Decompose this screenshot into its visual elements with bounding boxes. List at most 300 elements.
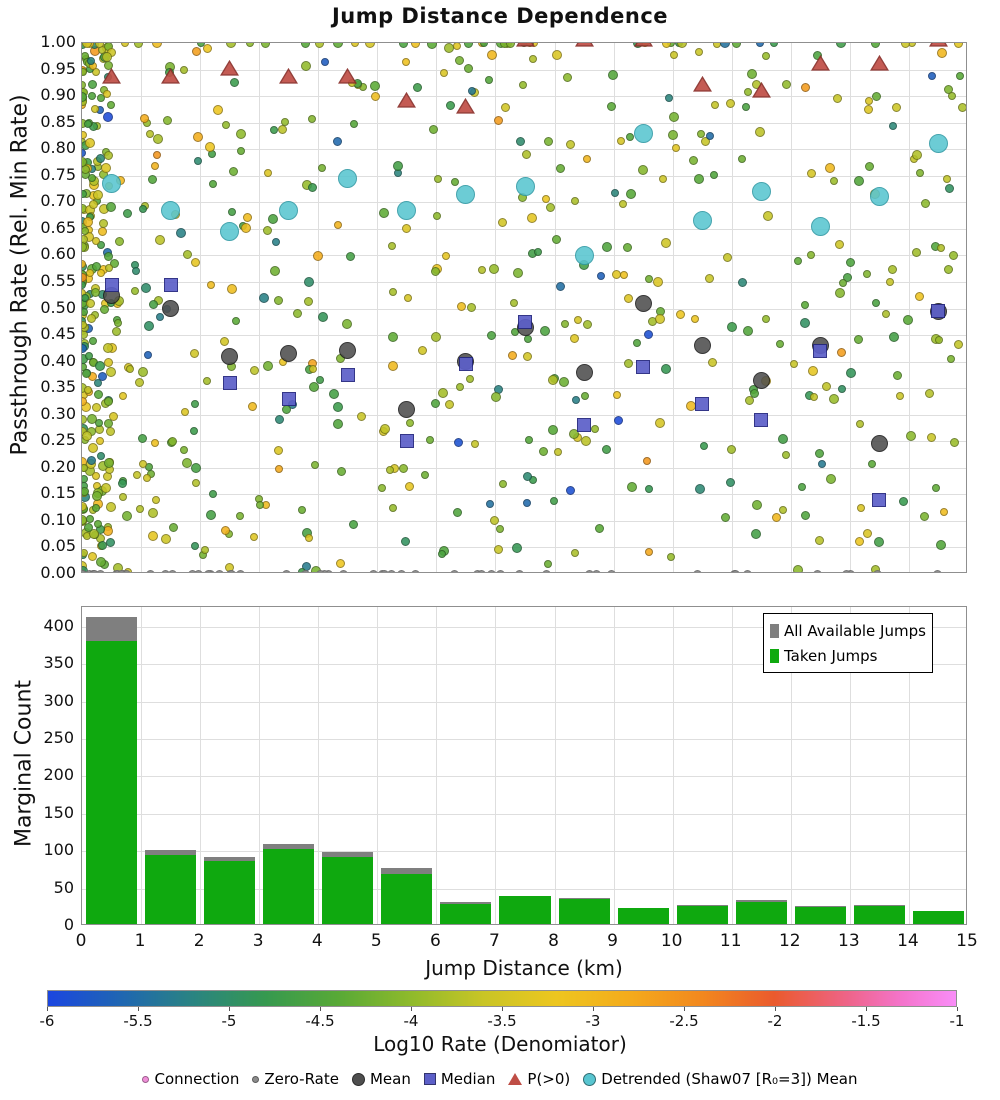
connection-point xyxy=(480,42,488,47)
connection-point xyxy=(350,120,358,128)
colorbar-tickmark xyxy=(411,1007,412,1011)
detrended-mean-marker xyxy=(634,124,653,143)
connection-point xyxy=(201,546,209,554)
connection-point xyxy=(726,99,735,108)
connection-point xyxy=(318,164,326,172)
scatter-plot-area xyxy=(81,42,967,573)
connection-point xyxy=(272,238,280,246)
legend-item-zero-rate xyxy=(252,1070,339,1088)
connection-point xyxy=(617,137,625,145)
connection-point xyxy=(846,368,856,378)
scatter-y-tick-label: 0.85 xyxy=(40,111,76,131)
connection-point xyxy=(889,122,897,130)
connection-point xyxy=(486,500,494,508)
connection-point xyxy=(801,301,809,309)
connection-point xyxy=(119,392,127,400)
connection-point xyxy=(653,277,663,287)
connection-point xyxy=(559,377,569,387)
connection-point xyxy=(670,51,678,59)
connection-point xyxy=(168,437,177,446)
detrended-mean-marker xyxy=(575,246,594,265)
connection-point xyxy=(169,523,178,532)
connection-point xyxy=(143,474,151,482)
connection-point xyxy=(444,43,454,53)
triangle-icon xyxy=(516,42,535,47)
scatter-y-tick-label: 0.05 xyxy=(40,536,76,556)
connection-point xyxy=(138,367,148,377)
bar-taken xyxy=(204,861,255,924)
connection-point xyxy=(655,314,665,324)
connection-point xyxy=(191,400,199,408)
median-marker xyxy=(105,278,119,292)
legend-item-label: Median xyxy=(440,1070,496,1088)
scatter-y-tick-label: 0.45 xyxy=(40,324,76,344)
p-gt0-marker xyxy=(338,68,357,88)
median-marker xyxy=(813,344,827,358)
connection-point xyxy=(838,385,846,393)
connection-point xyxy=(950,438,959,447)
connection-point xyxy=(662,42,671,48)
histogram-legend xyxy=(763,613,933,673)
connection-point xyxy=(676,310,685,319)
connection-point xyxy=(351,42,359,47)
connection-point xyxy=(516,137,525,146)
p-gt0-marker xyxy=(575,42,594,51)
connection-point xyxy=(763,211,773,221)
triangle-icon xyxy=(870,55,889,71)
connection-point xyxy=(104,151,113,160)
connection-point xyxy=(889,332,899,342)
mean-marker xyxy=(753,372,770,389)
connection-point xyxy=(815,449,824,458)
connection-point xyxy=(87,456,96,465)
connection-point xyxy=(388,332,398,342)
legend-item-mean xyxy=(352,1070,411,1088)
triangle-icon xyxy=(397,92,416,108)
connection-point xyxy=(689,156,698,165)
connection-point xyxy=(720,42,730,48)
connection-point xyxy=(798,483,806,491)
connection-point xyxy=(948,92,956,100)
mean-marker xyxy=(221,348,238,365)
connection-point xyxy=(333,419,343,429)
connection-point xyxy=(136,505,144,513)
legend-item-p-0 xyxy=(508,1070,570,1088)
connection-point xyxy=(801,511,810,520)
connection-point xyxy=(624,294,633,303)
connection-point xyxy=(91,288,100,297)
median-marker xyxy=(518,315,532,329)
connection-point xyxy=(912,150,922,160)
connection-point xyxy=(87,414,97,424)
connection-point xyxy=(790,360,798,368)
connection-point xyxy=(659,175,667,183)
legend-item-label: Detrended (Shaw07 [R₀=3]) Mean xyxy=(601,1070,858,1088)
legend-item-label: Zero-Rate xyxy=(264,1070,339,1088)
zero-rate-point xyxy=(168,570,177,574)
scatter-y-tick-label: 0.20 xyxy=(40,456,76,476)
connection-point xyxy=(298,506,306,514)
histogram-plot-area xyxy=(81,606,967,925)
connection-point xyxy=(833,94,842,103)
zero-rate-point xyxy=(215,570,224,574)
scatter-y-tick-label: 0.70 xyxy=(40,191,76,211)
connection-point xyxy=(626,133,634,141)
bar-taken xyxy=(559,899,610,924)
connection-point xyxy=(954,42,963,48)
connection-point xyxy=(522,150,531,159)
connection-point xyxy=(106,202,116,212)
connection-point xyxy=(81,68,87,76)
connection-point xyxy=(920,512,929,521)
connection-point xyxy=(405,482,414,491)
connection-point xyxy=(471,440,479,448)
connection-point xyxy=(388,361,398,371)
connection-point xyxy=(583,155,591,163)
connection-point xyxy=(906,431,916,441)
scatter-gridline-h xyxy=(82,468,966,469)
hist-y-tick-label: 200 xyxy=(43,765,74,785)
connection-point xyxy=(523,499,531,507)
connection-point xyxy=(896,392,904,400)
scatter-y-tick-label: 0.90 xyxy=(40,85,76,105)
detrended-mean-marker xyxy=(516,177,535,196)
triangle-icon xyxy=(811,55,830,71)
connection-point xyxy=(668,130,678,140)
connection-point xyxy=(333,137,342,146)
connection-point xyxy=(544,137,553,146)
connection-point xyxy=(112,327,121,336)
detrended-mean-marker xyxy=(870,187,889,206)
connection-point xyxy=(92,472,100,480)
median-marker xyxy=(282,392,296,406)
bar-taken xyxy=(381,874,432,924)
zero-rate-point xyxy=(411,570,420,574)
hist-x-tick-label: 4 xyxy=(311,931,323,951)
connection-point xyxy=(762,315,770,323)
connection-point xyxy=(583,320,592,329)
connection-point xyxy=(81,549,88,557)
connection-point xyxy=(181,408,189,416)
connection-point xyxy=(607,102,616,111)
connection-point xyxy=(115,237,124,246)
connection-point xyxy=(661,238,671,248)
connection-point xyxy=(563,73,572,82)
connection-point xyxy=(126,365,134,373)
connection-point xyxy=(571,197,579,205)
hist-gridline-h xyxy=(82,702,966,703)
connection-point xyxy=(135,378,144,387)
connection-point xyxy=(237,147,245,155)
hist-gridline-h xyxy=(82,814,966,815)
bar-taken xyxy=(736,902,787,924)
connection-point xyxy=(183,250,192,259)
connection-point xyxy=(825,163,835,173)
legend-row-all-available-jumps xyxy=(770,618,926,643)
connection-point xyxy=(944,265,953,274)
connection-point xyxy=(697,130,705,138)
colorbar-tick-label: -2.5 xyxy=(669,1012,699,1030)
connection-point xyxy=(935,336,943,344)
connection-point xyxy=(506,42,515,48)
connection-point xyxy=(180,66,188,74)
bar-taken xyxy=(499,896,550,924)
x-axis-label: Jump Distance (km) xyxy=(425,956,623,980)
connection-point xyxy=(122,511,132,521)
triangle-icon xyxy=(752,82,771,98)
legend-item-label: Connection xyxy=(154,1070,240,1088)
connection-point xyxy=(99,219,108,228)
scatter-y-tick-label: 0.55 xyxy=(40,270,76,290)
connection-point xyxy=(498,218,507,227)
connection-point xyxy=(380,424,390,434)
connection-point xyxy=(552,50,562,60)
hist-gridline-h xyxy=(82,739,966,740)
connection-point xyxy=(433,212,441,220)
connection-point xyxy=(133,471,141,479)
connection-point xyxy=(206,510,216,520)
bar-taken xyxy=(440,904,491,924)
connection-point xyxy=(623,243,632,252)
connection-point xyxy=(429,125,438,134)
connection-point xyxy=(131,287,139,295)
connection-point xyxy=(643,457,651,465)
scatter-y-tick-label: 0.50 xyxy=(40,297,76,317)
scatter-gridline-h xyxy=(82,388,966,389)
p-gt0-marker xyxy=(693,76,712,96)
connection-point xyxy=(494,116,503,125)
scatter-y-tick-label: 0.35 xyxy=(40,377,76,397)
bar-taken xyxy=(263,849,314,924)
connection-point xyxy=(103,343,113,353)
connection-point xyxy=(89,200,98,209)
connection-point xyxy=(445,400,454,409)
detrended-mean-marker xyxy=(397,201,416,220)
connection-point xyxy=(466,375,474,383)
scatter-gridline-h xyxy=(82,547,966,548)
scatter-gridline-h xyxy=(82,441,966,442)
connection-point xyxy=(835,288,845,298)
connection-point xyxy=(523,472,532,481)
connection-point xyxy=(132,267,140,275)
colorbar-tickmark xyxy=(775,1007,776,1011)
connection-point xyxy=(278,125,287,134)
connection-point xyxy=(209,180,217,188)
connection-point xyxy=(88,443,98,453)
p-gt0-marker xyxy=(811,55,830,75)
connection-point xyxy=(524,335,532,343)
connection-point xyxy=(872,299,880,307)
connection-point xyxy=(572,396,580,404)
connection-point xyxy=(807,251,815,259)
connection-point xyxy=(106,427,115,436)
connection-point xyxy=(371,92,380,101)
connection-point xyxy=(706,132,714,140)
connection-point xyxy=(346,252,355,261)
detrended-mean-marker xyxy=(456,185,475,204)
triangle-icon xyxy=(929,42,948,47)
connection-point xyxy=(88,174,96,182)
colorbar-tickmark xyxy=(593,1007,594,1011)
colorbar-tickmark xyxy=(138,1007,139,1011)
connection-point xyxy=(800,318,810,328)
scatter-gridline-h xyxy=(82,123,966,124)
legend-item-median xyxy=(424,1070,496,1088)
connection-point xyxy=(82,369,91,378)
hist-x-tick-label: 5 xyxy=(370,931,382,951)
connection-point xyxy=(453,508,462,517)
p-gt0-marker xyxy=(516,42,535,51)
connection-point xyxy=(708,358,717,367)
connection-point xyxy=(100,305,109,314)
legend-dot-icon xyxy=(142,1076,149,1083)
connection-point xyxy=(810,393,818,401)
connection-point xyxy=(250,366,259,375)
connection-point xyxy=(711,101,719,109)
connection-point xyxy=(88,92,96,100)
connection-point xyxy=(770,42,778,47)
connection-point xyxy=(772,513,781,522)
connection-point xyxy=(837,348,846,357)
connection-point xyxy=(512,543,522,553)
connection-point xyxy=(86,299,95,308)
connection-point xyxy=(945,184,954,193)
connection-point xyxy=(104,252,113,261)
mean-marker xyxy=(694,337,711,354)
connection-point xyxy=(815,536,824,545)
connection-point xyxy=(936,540,946,550)
connection-point xyxy=(152,42,162,48)
scatter-y-tick-label: 1.00 xyxy=(40,32,76,51)
hist-gridline-v xyxy=(732,607,733,924)
connection-point xyxy=(627,482,637,492)
connection-point xyxy=(301,42,310,48)
connection-point xyxy=(548,375,558,385)
connection-point xyxy=(940,508,948,516)
connection-point xyxy=(854,335,863,344)
connection-point xyxy=(829,394,839,404)
scatter-y-tick-label: 0.60 xyxy=(40,244,76,264)
colorbar-tick-label: -4.5 xyxy=(305,1012,335,1030)
connection-point xyxy=(548,425,558,435)
connection-point xyxy=(250,533,258,541)
triangle-icon xyxy=(220,60,239,76)
connection-point xyxy=(418,346,427,355)
connection-point xyxy=(318,312,328,322)
colorbar-tick-label: -1.5 xyxy=(851,1012,881,1030)
detrended-mean-marker xyxy=(811,217,830,236)
connection-point xyxy=(738,278,747,287)
colorbar-tick-label: -6 xyxy=(39,1012,55,1030)
connection-point xyxy=(958,103,967,112)
connection-point xyxy=(389,288,397,296)
colorbar-tick-label: -5 xyxy=(221,1012,237,1030)
hist-gridline-v xyxy=(200,607,201,924)
scatter-gridline-h xyxy=(82,70,966,71)
connection-point xyxy=(620,271,628,279)
connection-point xyxy=(539,447,548,456)
connection-point xyxy=(107,101,115,109)
bar-taken xyxy=(145,855,196,924)
connection-point xyxy=(95,42,104,48)
connection-point xyxy=(932,484,940,492)
connection-point xyxy=(510,299,518,307)
connection-point xyxy=(611,189,619,197)
hist-y-tick-label: 0 xyxy=(63,915,74,934)
connection-point xyxy=(782,451,790,459)
hist-y-tick-label: 150 xyxy=(43,802,74,822)
connection-point xyxy=(490,516,499,525)
zero-rate-point xyxy=(542,570,551,574)
hist-x-tick-label: 13 xyxy=(838,931,860,951)
connection-point xyxy=(82,431,92,441)
connection-point xyxy=(494,545,503,554)
connection-point xyxy=(854,176,864,186)
connection-point xyxy=(899,497,908,506)
connection-point xyxy=(203,44,212,53)
hist-x-tick-label: 8 xyxy=(548,931,559,951)
triangle-icon xyxy=(575,42,594,47)
p-gt0-marker xyxy=(929,42,948,51)
connection-point xyxy=(751,529,761,539)
connection-point xyxy=(270,266,280,276)
connection-point xyxy=(925,389,934,398)
scatter-y-tick-label: 0.15 xyxy=(40,483,76,503)
hist-x-tick-label: 14 xyxy=(897,931,919,951)
connection-point xyxy=(527,213,537,223)
median-marker xyxy=(341,368,355,382)
connection-point xyxy=(94,390,103,399)
colorbar-tickmark xyxy=(47,1007,48,1011)
connection-point xyxy=(92,403,101,412)
connection-point xyxy=(830,177,838,185)
hist-gridline-v xyxy=(318,607,319,924)
connection-point xyxy=(236,129,246,139)
hist-x-tick-label: 3 xyxy=(252,931,264,951)
connection-point xyxy=(438,388,448,398)
connection-point xyxy=(89,337,97,345)
connection-point xyxy=(84,120,92,128)
connection-point xyxy=(236,512,244,520)
connection-point xyxy=(949,251,958,260)
connection-point xyxy=(246,42,254,47)
connection-point xyxy=(402,224,411,233)
connection-point xyxy=(105,264,113,272)
connection-point xyxy=(95,361,105,371)
connection-point xyxy=(163,116,172,125)
connection-point xyxy=(856,420,864,428)
connection-point xyxy=(571,549,579,557)
connection-point xyxy=(954,340,963,349)
connection-point xyxy=(496,525,504,533)
connection-point xyxy=(309,365,317,373)
zero-rate-point xyxy=(194,570,203,574)
hist-x-tick-label: 10 xyxy=(660,931,683,951)
triangle-icon xyxy=(102,68,121,84)
connection-point xyxy=(123,209,132,218)
connection-point xyxy=(406,419,414,427)
connection-point xyxy=(81,227,89,235)
connection-point xyxy=(156,313,164,321)
connection-point xyxy=(93,190,103,200)
detrended-mean-marker xyxy=(220,222,239,241)
connection-point xyxy=(404,294,412,302)
scatter-gridline-h xyxy=(82,521,966,522)
connection-point xyxy=(633,339,641,347)
median-marker xyxy=(577,418,591,432)
connection-point xyxy=(872,92,881,101)
connection-point xyxy=(357,412,366,421)
